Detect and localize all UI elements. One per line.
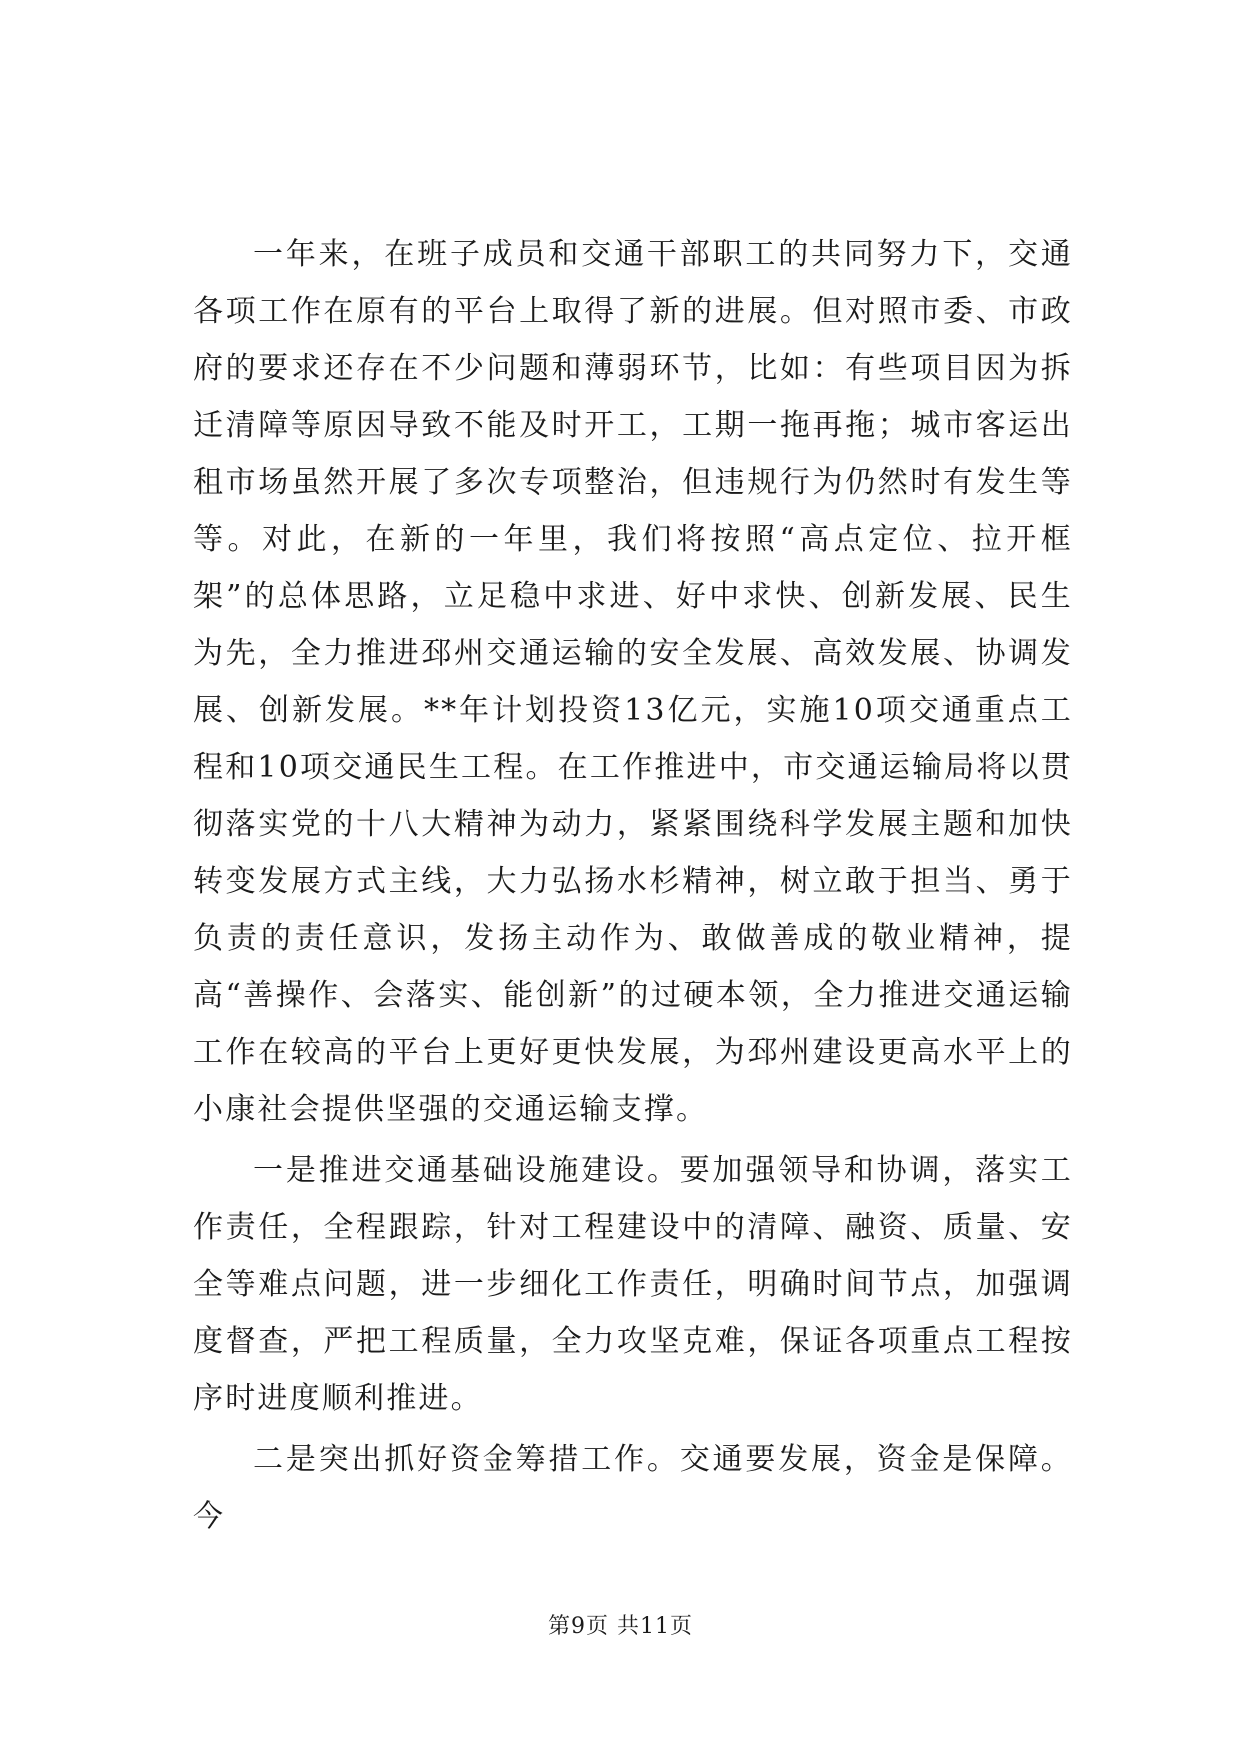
paragraph-funding: 二是突出抓好资金筹措工作。交通要发展，资金是保障。今 <box>193 1442 1073 1534</box>
paragraph-infrastructure: 一是推进交通基础设施建设。要加强领导和协调，落实工作责任，全程跟踪，针对工程建设中的清障、融资、质量、安全等难点问题，进一步细化工作责任，明确时间节点，加强调度督查，严把工程质量，全力攻坚克难，保证各项重点工程按序时进度顺利推进。 <box>193 1153 1073 1416</box>
document-body <box>193 226 1073 1549</box>
page-number-footer: 第9页 共11页 <box>548 1614 693 1639</box>
paragraph-summary: 一年来，在班子成员和交通干部职工的共同努力下，交通各项工作在原有的平台上取得了新的进展。但对照市委、市政府的要求还存在不少问题和薄弱环节，比如：有些项目因为拆迁清障等原因导致不能及时开工，工期一拖再拖；城市客运出租市场虽然开展了多次专项整治，但违规行为仍然时有发生等等。对此，在新的一年里，我们将按照“高点定位、拉开框架”的总体思路，立足稳中求进、好中求快、创新发展、民生为先，全力推进邳州交通运输的安全发展、高效发展、协调发展、创新发展。**年计划投资13亿元，实施10项交通重点工程和10项交通民生工程。在工作推进中，市交通运输局将以贯彻落实党的十八大精神为动力，紧紧围绕科学发展主题和加快转变发展方式主线，大力弘扬水杉精神，树立敢于担当、勇于负责的责任意识，发扬主动作为、敢做善成的敬业精神，提高“善操作、会落实、能创新”的过硬本领，全力推进交通运输工作在较高的平台上更好更快发展，为邳州建设更高水平上的小康社会提供坚强的交通运输支撑。 <box>193 237 1073 1127</box>
